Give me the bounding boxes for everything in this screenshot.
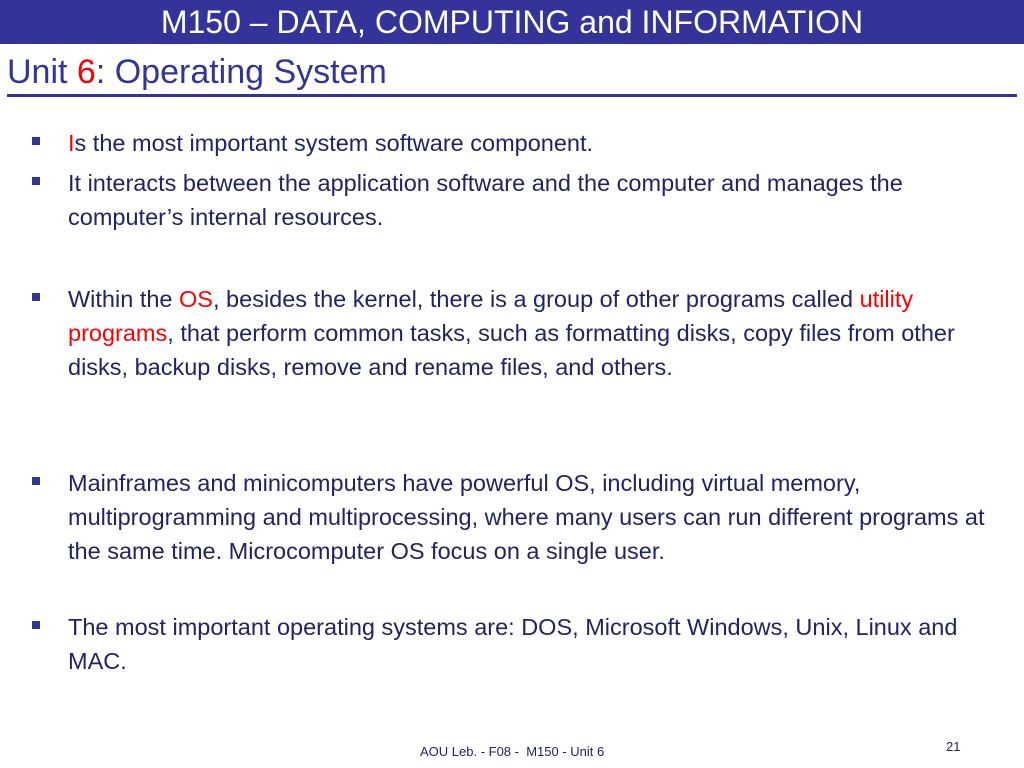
bullet-text-part: Within the <box>68 286 180 312</box>
square-bullet-icon <box>32 293 40 301</box>
bullet-item-2 <box>30 166 990 234</box>
highlight-os: OS <box>179 286 213 312</box>
square-bullet-icon <box>32 621 40 629</box>
bullet-item-1 <box>30 126 990 160</box>
header-band <box>0 0 1024 44</box>
title-underline <box>7 94 1017 97</box>
bullet-text: Mainframes and minicomputers have powerful OS, including virtual memory, multiprogramming and multiprocessing, where many users can run different programs at the same time. Microcomputer OS focus on a single user. <box>68 470 985 564</box>
bullet-text-part: , that perform common tasks, such as formatting disks, copy files from other disks, backup disks, remove and rename files, and others. <box>68 320 955 380</box>
slide-title-unit-number: 6 <box>76 53 96 91</box>
square-bullet-icon <box>32 477 40 485</box>
slide-title-prefix: Unit <box>7 53 77 91</box>
bullet-text-body: s the most important system software component. <box>74 130 594 156</box>
bullet-item-4 <box>30 466 990 568</box>
bullet-text <box>68 282 990 384</box>
bullet-text-part: , besides the kernel, there is a group of other programs called <box>213 286 860 312</box>
footer-text: AOU Leb. - F08 - M150 - Unit 6 <box>420 744 605 759</box>
bullet-text: The most important operating systems are: DOS, Microsoft Windows, Unix, Linux and MAC. <box>68 614 958 674</box>
bullet-item-5 <box>30 610 990 678</box>
square-bullet-icon <box>32 137 40 145</box>
bullet-item-3 <box>30 282 990 384</box>
slide-title <box>7 52 387 92</box>
emphasized-letter: I <box>68 130 75 156</box>
bullet-text: It interacts between the application software and the computer and manages the computer’s internal resources. <box>68 170 903 230</box>
slide-title-suffix: : Operating System <box>95 53 387 91</box>
bullet-text <box>68 126 990 160</box>
course-title: M150 – DATA, COMPUTING and INFORMATION <box>160 4 864 40</box>
square-bullet-icon <box>32 177 40 185</box>
highlight-utility-programs: utility programs <box>68 286 914 346</box>
page-number: 21 <box>946 739 961 754</box>
